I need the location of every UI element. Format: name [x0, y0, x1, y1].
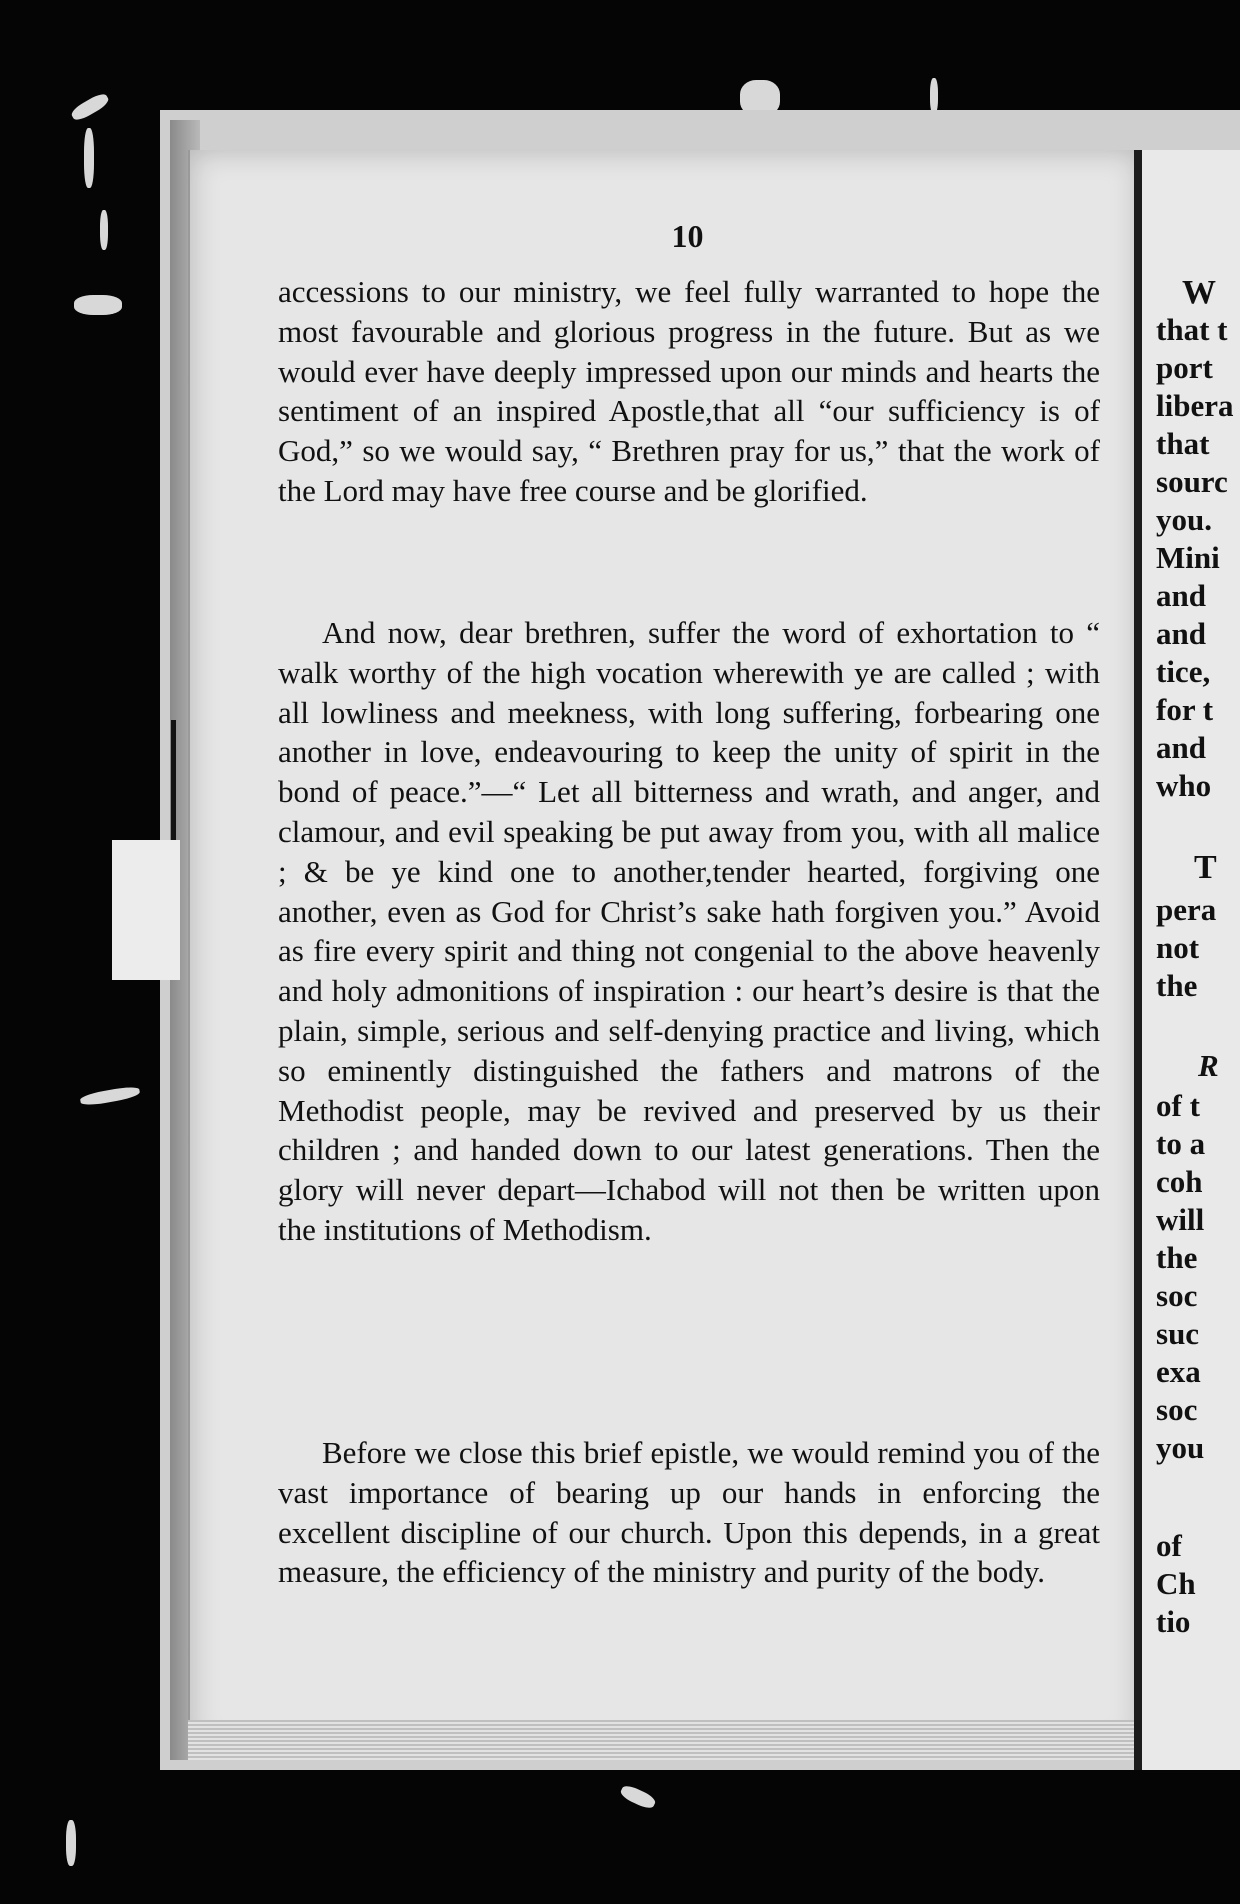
right-page — [1142, 150, 1240, 1770]
scan-speck — [66, 1820, 76, 1866]
right-fragment: and — [1156, 578, 1206, 613]
right-fragment: pera — [1156, 892, 1217, 927]
right-fragment: libera — [1156, 388, 1234, 423]
right-fragment: Ch — [1156, 1566, 1196, 1601]
page-number: 10 — [671, 218, 704, 254]
right-fragment: of — [1156, 1528, 1182, 1563]
book-spine — [1134, 150, 1142, 1770]
right-fragment: the — [1156, 1240, 1198, 1275]
paper-flap — [112, 840, 180, 980]
right-fragment: tio — [1156, 1604, 1191, 1639]
scan-speck — [74, 295, 122, 315]
right-fragment: tice, — [1156, 654, 1211, 689]
scan-speck — [69, 91, 111, 123]
right-fragment: not — [1156, 930, 1200, 965]
scan-speck — [930, 78, 938, 114]
right-fragment: R — [1198, 1048, 1219, 1083]
right-fragment: soc — [1156, 1278, 1198, 1313]
right-fragment: and — [1156, 730, 1206, 765]
right-fragment: T — [1194, 849, 1217, 886]
right-fragment: W — [1182, 274, 1216, 311]
scan-speck — [619, 1783, 658, 1811]
right-fragment: will — [1156, 1202, 1205, 1237]
paragraph-2: And now, dear brethren, suffer the word of exhortation to “ walk worthy of the high vocation wherewith ye are called ; with all lowliness and meekness, with long suffering, forbearing one another in love, endeavouring to keep the unity of spirit in the bond of peace.”—“ Let all bitterness and wrath, and anger, and clamour, and evil speaking be put away from you, with all malice ; & be ye kind one to another,tender hearted, forgiving one another, even as God for Christ’s sake hath forgiven you.” Avoid as fire every spirit and thing not congenial to the above heavenly and holy admonitions of inspiration : our heart’s desire is that the plain, simple, serious and self-denying practice and living, which so eminently distinguished the fathers and matrons of the Methodist people, may be revived and preserved by us their children ; and handed down to our latest generations. Then the glory will never depart—Ichabod will not then be written upon the institutions of Methodism. — [278, 615, 1100, 1247]
right-fragment: of t — [1156, 1088, 1200, 1123]
right-fragment: Mini — [1156, 540, 1220, 575]
scan-speck — [84, 128, 94, 188]
right-fragment: suc — [1156, 1316, 1200, 1351]
right-fragment: that t — [1156, 312, 1228, 347]
right-fragment: exa — [1156, 1354, 1201, 1389]
right-fragment: you. — [1156, 502, 1212, 537]
paragraph-1: accessions to our ministry, we feel fully warranted to hope the most favourable and glorious progress in the future. But as we would ever have deeply impressed upon our minds and hearts the sentiment of an inspired Apostle,that all “our sufficiency is of God,” so we would say, “ Brethren pray for us,” that the work of the Lord may have free course and be glorified. — [278, 274, 1100, 508]
scan-speck — [79, 1085, 140, 1107]
right-fragment: and — [1156, 616, 1206, 651]
right-fragment: coh — [1156, 1164, 1203, 1199]
right-fragment: soc — [1156, 1392, 1198, 1427]
right-fragment: for t — [1156, 692, 1214, 727]
right-fragment: you — [1156, 1430, 1205, 1465]
right-fragment: the — [1156, 968, 1198, 1003]
right-fragment: that — [1156, 426, 1210, 461]
paragraph-3: Before we close this brief epistle, we would remind you of the vast importance of bearing up our hands in enforcing the excellent discipline of our church. Upon this depends, in a great measure, the efficiency of the ministry and purity of the body. — [278, 1435, 1100, 1590]
right-fragment: to a — [1156, 1126, 1206, 1161]
right-fragment: sourc — [1156, 464, 1228, 499]
right-fragment: who — [1156, 768, 1212, 803]
right-fragment: port — [1156, 350, 1213, 385]
page-edges — [188, 1720, 1138, 1760]
